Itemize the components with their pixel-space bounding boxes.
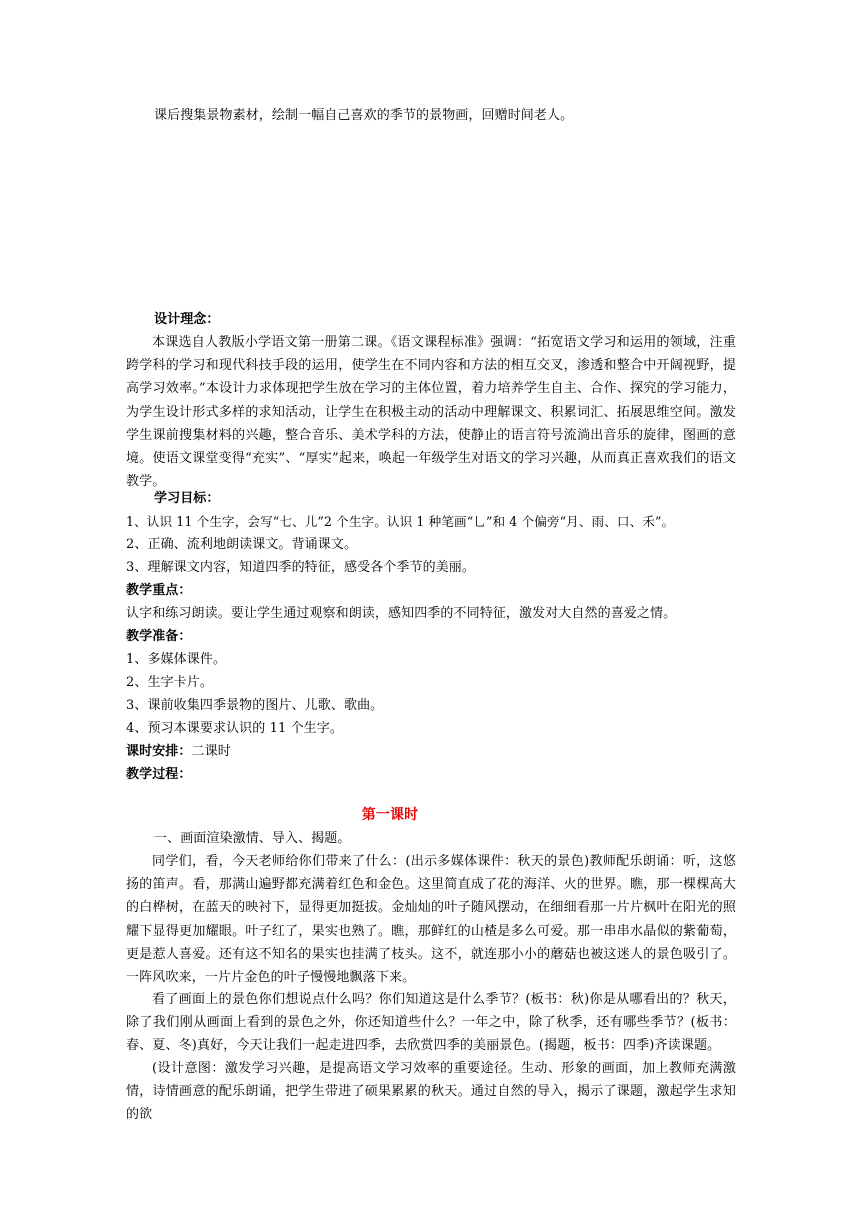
preparation-item: 2、生字卡片。 xyxy=(126,675,213,690)
lesson-paragraph: 同学们，看，今天老师给你们带来了什么：(出示多媒体课件：秋天的景色)教师配乐朗诵：听，这悠扬的笛声。看，那满山遍野都充满着红色和金色。这里简直成了花的海洋、火的世界。瞧，那一棵棵高大的白桦树，在蓝天的映衬下，显得更加挺拔。金灿灿的叶子随风摆动，在细细看那一片片枫叶在阳光的照耀下显得更加耀眼。叶子红了，果实也熟了。瞧，那鲜红的山楂是多么可爱。那一串串水晶似的紫葡萄，更是惹人喜爱。还有这不知名的果实也挂满了枝头。这不，就连那小小的蘑菇也被这迷人的景色吸引了。一阵风吹来，一片片金色的叶子慢慢地飘落下来。 xyxy=(126,854,736,986)
preparation-item: 1、多媒体课件。 xyxy=(126,652,227,667)
objective-item: 1、认识 11 个生字，会写“七、儿”2 个生字。认识 1 种笔画“乚”和 4 个偏旁“月、雨、口、禾”。 xyxy=(126,514,675,529)
lesson-paragraph: 看了画面上的景色你们想说点什么吗？你们知道这是什么季节？(板书：秋)你是从哪看出的？秋天，除了我们刚从画面上看到的景色之外，你还知道些什么？一年之中，除了秋季，还有哪些季节？(板书：春、夏、冬)真好，今天让我们一起走进四季，去欣赏四季的美丽景色。(揭题，板书：四季)齐读课题。 xyxy=(126,992,736,1054)
process-heading: 教学过程： xyxy=(126,767,192,782)
intro-line: 课后搜集景物素材，绘制一幅自己喜欢的季节的景物画，回赠时间老人。 xyxy=(154,108,574,123)
objective-item: 3、理解课文内容，知道四季的特征，感受各个季节的美丽。 xyxy=(126,560,475,575)
key-points-heading: 教学重点： xyxy=(126,583,192,598)
preparation-item: 4、预习本课要求认识的 11 个生字。 xyxy=(126,721,343,736)
design-concept-heading: 设计理念： xyxy=(154,312,220,327)
preparation-item: 3、课前收集四季景物的图片、儿歌、歌曲。 xyxy=(126,698,384,713)
key-points-text: 认字和练习朗读。要让学生通过观察和朗读，感知四季的不同特征，激发对大自然的喜爱之情。 xyxy=(126,606,677,621)
schedule-heading: 课时安排： xyxy=(126,744,192,759)
lesson-title: 第一课时 xyxy=(361,807,419,823)
lesson-paragraph: (设计意图：激发学习兴趣，是提高语文学习效率的重要途径。生动、形象的画面，加上教师充满激情，诗情画意的配乐朗诵，把学生带进了硕果累累的秋天。通过自然的导入，揭示了课题，激起学生求知的欲 xyxy=(126,1061,736,1123)
objective-item: 2、正确、流利地朗读课文。背诵课文。 xyxy=(126,537,358,552)
objectives-heading: 学习目标： xyxy=(154,491,220,506)
section-heading: 一、画面渲染激情、导入、揭题。 xyxy=(154,831,351,846)
schedule-value: 二课时 xyxy=(191,744,231,759)
design-concept-body: 本课选自人教版小学语文第一册第二课。《语文课程标准》强调：“拓宽语文学习和运用的领域，注重跨学科的学习和现代科技手段的运用，使学生在不同内容和方法的相互交叉，渗透和整合中开阔视野，提高学习效率。”本设计力求体现把学生放在学习的主体位置，着力培养学生自主、合作、探究的学习能力，为学生设计形式多样的求知活动，让学生在积极主动的活动中理解课文、积累词汇、拓展思维空间。激发学生课前搜集材料的兴趣，整合音乐、美术学科的方法，使静止的语言符号流淌出音乐的旋律，图画的意境。使语文课堂变得“充实”、“厚实”起来，唤起一年级学生对语文的学习兴趣，从而真正喜欢我们的语文教学。 xyxy=(126,335,736,490)
schedule-line xyxy=(126,740,231,763)
preparation-heading: 教学准备： xyxy=(126,629,192,644)
